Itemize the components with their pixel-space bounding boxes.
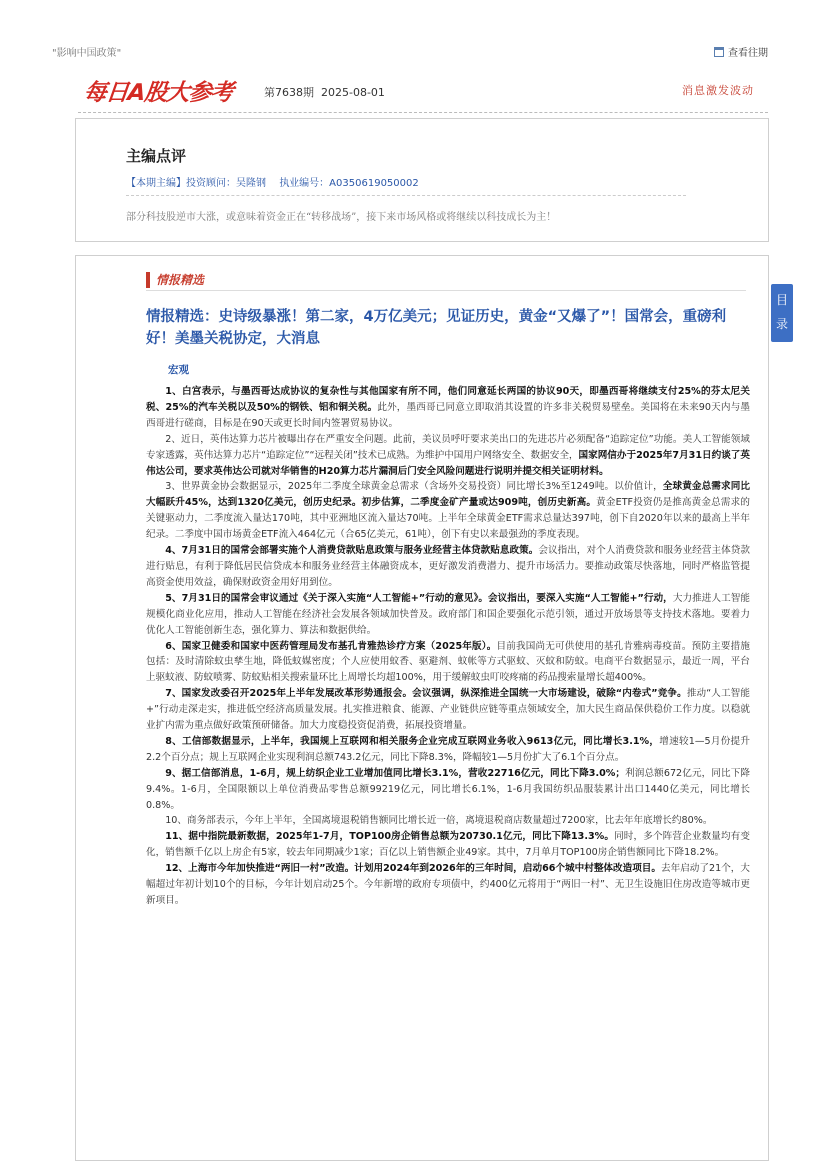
license-number: 执业编号：A0350619050002 xyxy=(279,178,419,189)
news-item xyxy=(146,829,750,861)
news-item-highlight: 7、国家发改委召开2025年上半年发展改革形势通报会。会议强调，纵深推进全国统一大市场建设，破除“内卷式”竞争。 xyxy=(165,688,687,700)
news-item xyxy=(146,384,750,432)
news-item xyxy=(146,591,750,639)
toc-label: 目录 xyxy=(775,293,788,331)
news-item-text: 大力推进人工智能规模化商业化应用，推动人工智能在经济社会发展各领域加快普及。政府部门和国企要强化示范引领，通过开放场景等支持技术落地。要着力优化人工智能创新生态，强化算力、算法和数据供给。 xyxy=(146,592,751,636)
editor-meta xyxy=(126,174,746,189)
top-tagline: "影响中国政策" xyxy=(52,48,122,59)
masthead xyxy=(78,66,768,110)
news-item-text: 目前我国尚无可供使用的基孔肯雅病毒疫苗。预防主要措施包括：及时清除蚊虫孳生地，降低蚊媒密度；个人应使用蚊香、驱避剂、蚊帐等方式驱蚊、灭蚊和防蚊。电商平台数据显示，最近一周，平台上驱蚊液、防蚊喷雾、防蚊贴相关搜索量环比上周增长均超100%，用于缓解蚊虫叮咬疼痛的药品搜索量增长超400%。 xyxy=(146,640,751,684)
news-item xyxy=(146,543,750,591)
news-item-text: 同时，多个阵营企业数量均有变化，销售额千亿以上房企有5家，较去年同期减少1家；百亿以上销售额企业49家。其中，7月单月TOP100房企销售额同比下降18.2%。 xyxy=(146,831,750,859)
news-item-highlight: 1、白宫表示，与墨西哥达成协议的复杂性与其他国家有所不同，他们同意延长两国的协议90天，即墨西哥将继续支付25%的芬太尼关税、25%的汽车关税以及50%的钢铁、铝和铜关税。 xyxy=(146,386,750,413)
news-panel xyxy=(75,255,769,1161)
brand-logo: 每日A股大参考 xyxy=(82,80,234,106)
subheading-macro: 宏观 xyxy=(168,364,189,376)
news-item-highlight: 6、国家卫健委和国家中医药管理局发布基孔肯雅热诊疗方案（2025年版）。 xyxy=(165,640,497,652)
news-item xyxy=(146,766,750,814)
issue-info xyxy=(264,84,385,100)
toc-button[interactable] xyxy=(771,284,793,342)
news-item-text: 去年启动了21个，大幅超过年初计划10个的目标，今年计划启动25个。今年新增的政府专项债中，约400亿元将用于“两旧一村”、无卫生设施旧住房改造等城市更新项目。 xyxy=(146,863,750,906)
past-issues-link[interactable] xyxy=(714,44,768,59)
news-body xyxy=(146,384,750,909)
section-header xyxy=(146,270,746,291)
past-issues-label: 查看往期 xyxy=(728,48,768,59)
news-item-text: 10、商务部表示，今年上半年，全国离境退税销售额同比增长近一倍，离境退税商店数量超过7200家，比去年年底增长约80%。 xyxy=(165,815,713,827)
news-item-text: 推动“人工智能+”行动走深走实，推进低空经济高质量发展。扎实推进粮食、能源、产业链供应链等重点领域安全，加大民生商品保供稳价工作力度。以稳就业扩内需为重点做好政策预研储备。加大力度稳投资促消费，拓展投资增量。 xyxy=(146,688,750,732)
news-item-text: 利润总额672亿元，同比下降9.4%。1-6月，全国限额以上单位消费品零售总额99219亿元，同比增长6.1%，1-6月我国纺织品服装累计出口1440亿美元，同比增长0.8%。 xyxy=(146,767,750,811)
news-item xyxy=(146,432,750,480)
headline: 情报精选：史诗级暴涨！第二家，4万亿美元；见证历史，黄金“又爆了”！国常会，重磅利好！美墨关税协定，大消息 xyxy=(146,309,727,347)
section-label: 情报精选 xyxy=(156,273,205,287)
news-item-text: 此外，墨西哥已同意立即取消其设置的许多非关税贸易壁垒。美国将在未来90天内与墨西哥进行磋商，目标是在90天或更长时间内签署贸易协议。 xyxy=(146,401,750,429)
news-item-highlight: 全球黄金总需求同比大幅跃升45%，达到1320亿美元，创历史纪录。初步估算，二季度金矿产量或达909吨，创历史新高。 xyxy=(146,481,751,509)
calendar-icon xyxy=(714,47,724,57)
news-item-highlight: 国家网信办于2025年7月31日约谈了英伟达公司，要求英伟达公司就对华销售的H20算力芯片漏洞后门安全风险问题进行说明并提交相关证明材料。 xyxy=(146,449,750,477)
news-item-text: 2、近日，英伟达算力芯片被曝出存在严重安全问题。此前，美议员呼吁要求美出口的先进芯片必须配备“追踪定位”功能。美人工智能领域专家透露，英伟达算力芯片“追踪定位”“远程关闭”技术已成熟。为维护中国用户网络安全、数据安全， xyxy=(146,433,750,461)
divider xyxy=(78,112,768,113)
news-item xyxy=(146,479,750,543)
news-item-text: 黄金ETF投资仍是推高黄金总需求的关键驱动力，二季度流入量达170吨，其中亚洲地区流入量达70吨。上半年全球黄金ETF需求总量达397吨，创下自2020年以来的最高上半年纪录。二季度中国市场黄金ETF流入464亿元（合65亿美元，61吨），创下有史以来最强劲的季度表现。 xyxy=(146,497,750,541)
news-item-text: 会议指出，对个人消费贷款和服务业经营主体贷款进行贴息，有利于降低居民信贷成本和服务业经营主体融资成本，更好激发消费潜力、提升市场活力。要推动政策尽快落地，同时严格监管提高资金使用效益，确保财政资金用好用到位。 xyxy=(146,545,751,588)
news-item-highlight: 5、7月31日的国常会审议通过《关于深入实施“人工智能+”行动的意见》。会议指出，要深入实施“人工智能+”行动， xyxy=(165,592,673,604)
news-item-highlight: 11、据中指院最新数据，2025年1-7月，TOP100房企销售总额为20730.1亿元，同比下降13.3%。 xyxy=(165,831,615,843)
news-item-text: 增速较1—5月份提升2.2个百分点；规上互联网企业实现利润总额743.2亿元，同比下降8.3%，降幅较1—5月份扩大了6.1个百分点。 xyxy=(146,735,750,763)
news-item-text: 3、世界黄金协会数据显示，2025年二季度全球黄金总需求（含场外交易投资）同比增长3%至1249吨。以价值计， xyxy=(165,481,663,493)
issue-number: 第7638期 xyxy=(264,86,314,99)
divider xyxy=(126,195,686,196)
section-bar xyxy=(146,272,150,288)
news-item xyxy=(146,734,750,766)
issue-date: 2025-08-01 xyxy=(321,86,385,99)
news-item-highlight: 8、工信部数据显示，上半年，我国规上互联网和相关服务企业完成互联网业务收入9613亿元，同比增长3.1%， xyxy=(165,735,660,747)
news-item xyxy=(146,639,750,687)
news-item-highlight: 12、上海市今年加快推进“两旧一村”改造。计划用2024年到2026年的三年时间，启动66个城中村整体改造项目。 xyxy=(165,863,661,875)
editor-name: 【本期主编】投资顾问：吴隆钢 xyxy=(126,178,266,189)
editor-comment-panel xyxy=(75,118,769,242)
news-item xyxy=(146,686,750,734)
slogan: 消息激发波动 xyxy=(682,84,754,97)
editor-title: 主编点评 xyxy=(126,147,187,165)
editor-comment: 部分科技股逆市大涨，或意味着资金正在“转移战场”，接下来市场风格或将继续以科技成长为主！ xyxy=(126,212,557,223)
news-item-highlight: 4、7月31日的国常会部署实施个人消费贷款贴息政策与服务业经营主体贷款贴息政策。 xyxy=(165,545,539,557)
news-item-highlight: 9、据工信部消息，1-6月，规上纺织企业工业增加值同比增长3.1%，营收22716亿元，同比下降3.0%； xyxy=(165,767,625,779)
news-item xyxy=(146,861,750,909)
news-item xyxy=(146,813,750,829)
